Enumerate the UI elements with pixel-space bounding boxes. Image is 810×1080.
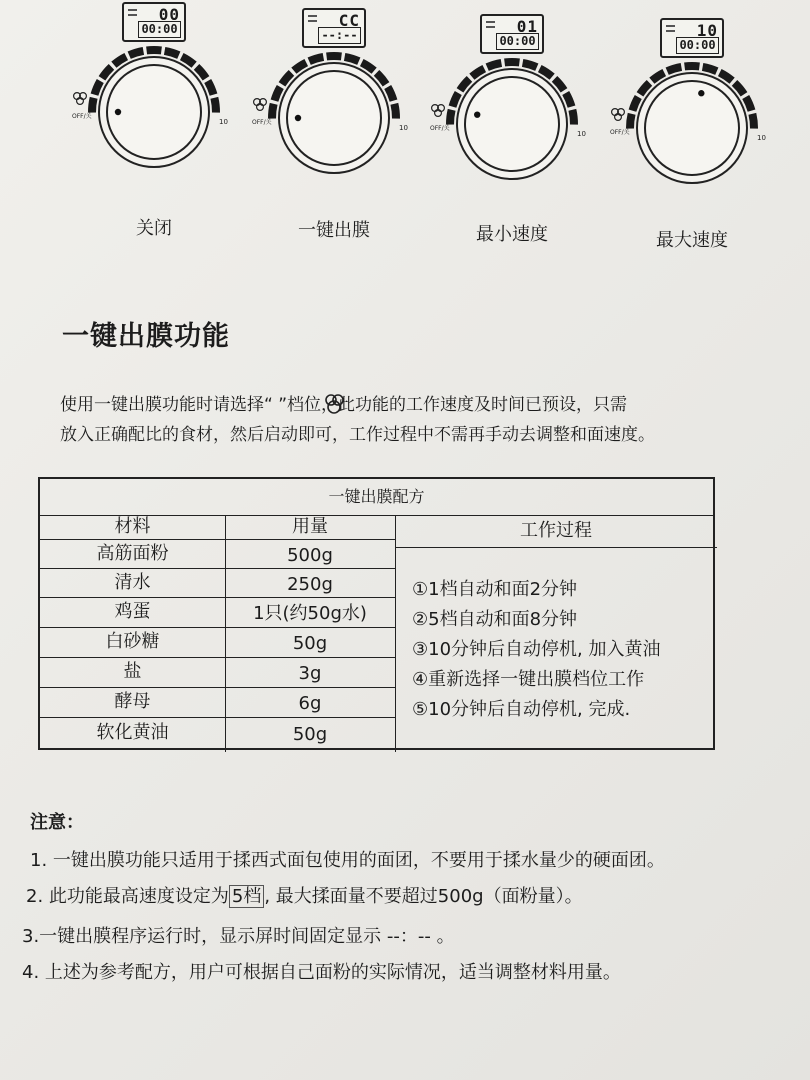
speed-scale-segment: [626, 113, 636, 129]
speed-scale-segment: [748, 113, 758, 129]
dial-panel-one-key: [234, 8, 434, 241]
table-divider: [395, 547, 717, 548]
lcd-time: 00:00: [496, 33, 539, 50]
process-step: ⑤10分钟后自动停机, 完成.: [412, 699, 631, 720]
table-divider: [225, 539, 395, 540]
lcd-display: [302, 8, 366, 48]
speed-scale-segment: [128, 47, 144, 59]
lcd-time: --:--: [318, 27, 361, 44]
lcd-indicator-icon: [308, 15, 318, 27]
dial-panel-min-speed: [412, 14, 612, 244]
dial-caption: 一键出膜: [298, 220, 370, 241]
row-material: 酵母: [114, 691, 151, 712]
row-amount: 500g: [287, 545, 333, 566]
dough-icon: [254, 99, 267, 111]
speed-scale-segment: [326, 52, 342, 60]
lcd-display: [122, 2, 186, 42]
row-amount: 1只(约50g水): [253, 603, 367, 624]
row-material: 清水: [114, 572, 151, 593]
note-item: 4. 上述为参考配方，用户可根据自己面粉的实际情况，适当调整材料用量。: [22, 962, 621, 983]
row-amount: 250g: [287, 574, 333, 595]
lcd-display: [660, 18, 724, 58]
speed-scale-segment: [522, 59, 538, 71]
max-label: 10: [577, 130, 586, 138]
speed-scale-segment: [504, 58, 520, 66]
dough-icon: [74, 93, 87, 105]
speed-scale-segment: [146, 46, 162, 54]
section-heading: 一键出膜功能: [62, 321, 230, 352]
max-label: 10: [757, 134, 766, 142]
row-material: 软化黄油: [96, 722, 169, 743]
speed-dial[interactable]: [54, 40, 254, 190]
off-label: OFF/关: [430, 125, 450, 132]
lcd-top-value: 00: [158, 5, 180, 24]
lcd-time: 00:00: [676, 37, 719, 54]
notes-title: 注意：: [30, 812, 84, 833]
speed-dial[interactable]: [412, 52, 612, 202]
note-item: 3.一键出膜程序运行时，显示屏时间固定显示 --：-- 。: [22, 926, 455, 947]
intro-line-1: [60, 390, 780, 420]
off-label: OFF/关: [610, 129, 630, 136]
speed-dial[interactable]: [234, 46, 434, 196]
header-amount: 用量: [292, 516, 328, 537]
lcd-indicator-icon: [486, 21, 496, 33]
process-step: ④重新选择一键出膜档位工作: [412, 669, 645, 690]
dial-panel-max-speed: [592, 18, 792, 251]
table-divider: [395, 515, 396, 752]
recipe-title: 一键出膜配方: [40, 479, 713, 516]
dial-caption: 最大速度: [656, 230, 728, 251]
header-material: 材料: [114, 516, 151, 537]
speed-scale-segment: [164, 47, 180, 59]
speed-scale-segment: [210, 97, 220, 113]
process-step: ②5档自动和面8分钟: [412, 609, 578, 630]
note-item: [26, 882, 583, 908]
recipe-table: [38, 477, 715, 750]
lcd-display: [480, 14, 544, 54]
process-step: ①1档自动和面2分钟: [412, 579, 578, 600]
row-material: 高筋面粉: [96, 543, 169, 564]
dial-pointer: [698, 90, 704, 96]
dial-knob: [645, 81, 739, 175]
row-material: 白砂糖: [105, 631, 160, 652]
speed-dial[interactable]: [592, 56, 792, 206]
header-process: 工作过程: [520, 520, 592, 541]
row-amount: 3g: [298, 663, 322, 684]
lcd-indicator-icon: [128, 9, 138, 21]
speed-scale-segment: [666, 63, 682, 75]
row-amount: 50g: [292, 633, 328, 654]
row-material: 鸡蛋: [114, 601, 151, 622]
dial-caption: 最小速度: [476, 224, 548, 245]
intro-paragraph: [60, 390, 780, 450]
row-material: 盐: [123, 661, 142, 682]
speed-scale-segment: [684, 62, 700, 70]
lcd-top-value: 01: [516, 17, 538, 36]
note-text: 2. 此功能最高速度设定为: [26, 886, 229, 907]
speed-scale-segment: [308, 53, 324, 65]
speed-scale-segment: [568, 109, 578, 125]
off-label: OFF/关: [252, 119, 272, 126]
dial-panel-off: [54, 2, 254, 239]
note-item: 1. 一键出膜功能只适用于揉西式面包使用的面团，不要用于揉水量少的硬面团。: [30, 850, 665, 871]
lcd-top-value: 10: [696, 21, 718, 40]
dough-icon: [322, 392, 348, 416]
dial-pointer: [474, 111, 480, 117]
speed-scale-segment: [446, 109, 456, 125]
speed-scale-segment: [344, 53, 360, 65]
lcd-top-value: CC: [338, 11, 360, 30]
speed-scale-segment: [486, 59, 502, 71]
note-text: , 最大揉面量不要超过500g（面粉量）。: [264, 886, 583, 907]
dough-icon: [612, 109, 625, 121]
max-label: 10: [219, 118, 228, 126]
dial-pointer: [295, 115, 301, 121]
dial-caption: 关闭: [136, 218, 172, 239]
lcd-time: 00:00: [138, 21, 181, 38]
row-amount: 6g: [298, 693, 322, 714]
dial-knob: [465, 77, 559, 171]
off-label: OFF/关: [72, 113, 92, 120]
lcd-indicator-icon: [666, 25, 676, 37]
process-step: ③10分钟后自动停机, 加入黄油: [412, 639, 661, 660]
max-label: 10: [399, 124, 408, 132]
intro-line-2: 放入正确配比的食材，然后启动即可，工作过程中不需再手动去调整和面速度。: [60, 425, 655, 445]
dial-pointer: [115, 109, 121, 115]
row-amount: 50g: [292, 724, 328, 745]
intro-line-1-text: 使用一键出膜功能时请选择“ ”档位，此功能的工作速度及时间已预设，只需: [60, 395, 628, 415]
speed-scale-segment: [702, 63, 718, 75]
note-highlight: 5档: [229, 885, 264, 908]
speed-scale-segment: [88, 97, 98, 113]
speed-scale-segment: [390, 103, 400, 119]
dough-icon: [432, 105, 445, 117]
speed-scale-segment: [268, 103, 278, 119]
process-steps: [412, 575, 660, 725]
